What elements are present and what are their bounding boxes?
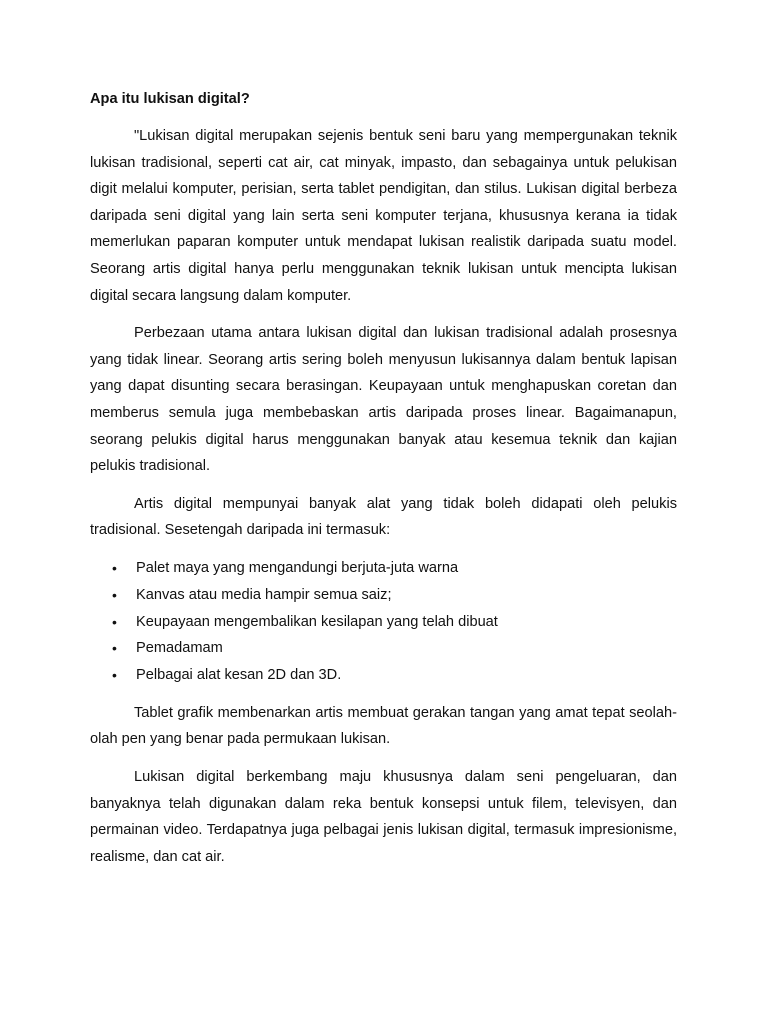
document-title: Apa itu lukisan digital? xyxy=(90,91,250,107)
list-item-text: Palet maya yang mengandungi berjuta-juta warna xyxy=(136,559,459,576)
list-item xyxy=(90,555,677,582)
document-page xyxy=(90,86,677,881)
paragraph-graphics-tablet: Tablet grafik membenarkan artis membuat gerakan tangan yang amat tepat seolah-olah pen yang benar pada permukaan lukisan. xyxy=(90,704,677,748)
paragraph-development: Lukisan digital berkembang maju khususnya dalam seni pengeluaran, dan banyaknya telah digunakan dalam reka bentuk konsepsi untuk filem, televisyen, dan permainan video. Terdapatnya juga pelbagai jenis lukisan digital, termasuk impresionisme, realisme, dan cat air. xyxy=(90,769,677,865)
list-item-text: Keupayaan mengembalikan kesilapan yang telah dibuat xyxy=(136,613,498,630)
list-item xyxy=(90,662,677,689)
bullet-icon: • xyxy=(112,586,117,603)
list-item xyxy=(90,609,677,636)
bullet-icon: • xyxy=(112,559,117,576)
list-item-text: Pelbagai alat kesan 2D dan 3D. xyxy=(136,667,342,684)
paragraph-tools-intro: Artis digital mempunyai banyak alat yang tidak boleh didapati oleh pelukis tradisional. Sesetengah daripada ini termasuk: xyxy=(90,495,677,539)
bullet-icon: • xyxy=(112,667,117,684)
bullet-icon: • xyxy=(112,640,117,657)
list-item-text: Kanvas atau media hampir semua saiz; xyxy=(136,586,392,603)
list-item xyxy=(90,582,677,609)
list-item xyxy=(90,635,677,662)
list-item-text: Pemadamam xyxy=(136,640,223,657)
bullet-icon: • xyxy=(112,613,117,630)
paragraph-definition: "Lukisan digital merupakan sejenis bentuk seni baru yang mempergunakan teknik lukisan tradisional, seperti cat air, cat minyak, impasto, dan sebagainya untuk pelukisan digit melalui komputer, perisian, serta tablet pendigitan, dan stilus. Lukisan digital berbeza daripada seni digital yang lain serta seni komputer terjana, khususnya kerana ia tidak memerlukan paparan komputer untuk mendapat lukisan realistik daripada suatu model. Seorang artis digital hanya perlu menggunakan teknik lukisan untuk mencipta lukisan digital secara langsung dalam komputer. xyxy=(90,128,677,304)
tools-bullet-list xyxy=(90,555,677,689)
paragraph-difference: Perbezaan utama antara lukisan digital dan lukisan tradisional adalah prosesnya yang tidak linear. Seorang artis sering boleh menyusun lukisannya dalam bentuk lapisan yang dapat disunting secara berasingan. Keupayaan untuk menghapuskan coretan dan memberus semula juga membebaskan artis daripada proses linear. Bagaimanapun, seorang pelukis digital harus menggunakan banyak atau kesemua teknik dan kajian pelukis tradisional. xyxy=(90,325,677,475)
